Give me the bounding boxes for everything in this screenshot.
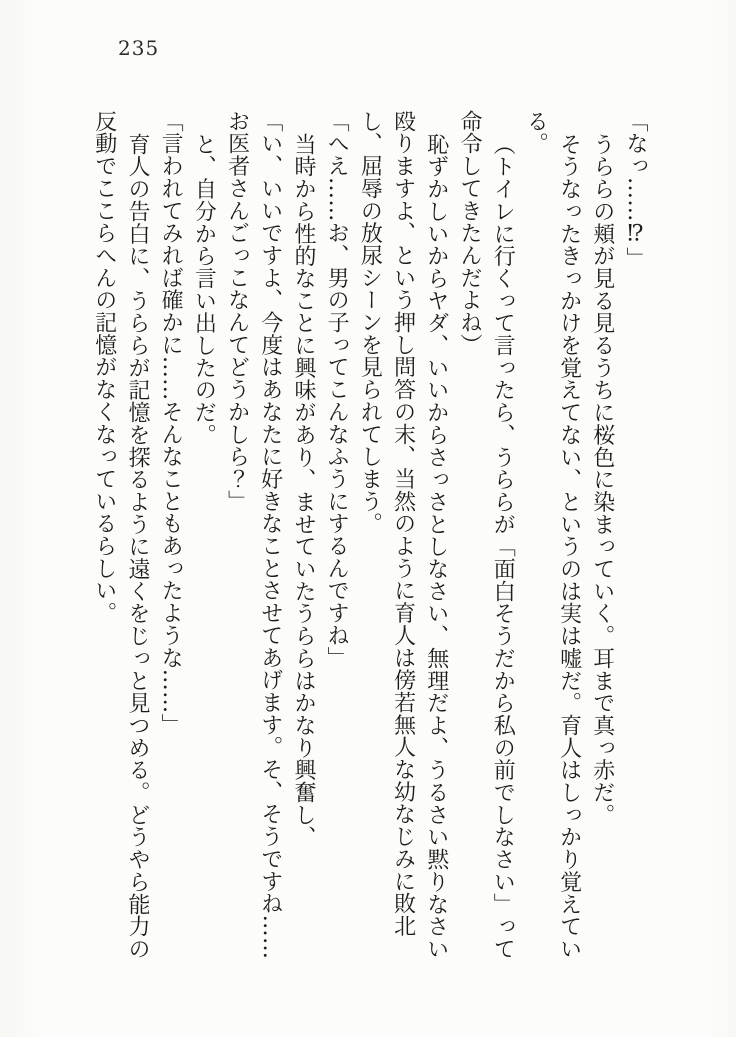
paragraph-dialogue: 「なっ……⁉」 <box>623 110 648 270</box>
paragraph-narrative: うららの頬が見る見るうちに桜色に染まっていく。耳まで真っ赤だ。 <box>589 132 615 826</box>
page-number: 235 <box>118 36 160 60</box>
paragraph-narrative: と、自分から言い出したのだ。 <box>191 132 217 446</box>
paragraph-narrative: 当時から性的なことに興味があり、ませていたうららはかなり興奮し、 <box>290 132 316 848</box>
body-text <box>86 110 652 962</box>
paragraph-narrative: 恥ずかしいからヤダ、いいからさっさとしなさい、無理だよ、うるさい黙りなさい殴りますよ、という押し問答の末、当然のように育人は傍若無人な幼なじみに敗北し、屈辱の放尿シーンを見られてしまう。 <box>357 110 449 960</box>
paragraph-dialogue: 「へえ……お、男の子ってこんなふうにするんですね」 <box>324 110 350 669</box>
paragraph-thought: （トイレに行くって言ったら、うららが「面白そうだから私の前でしなさい」って命令してきたんだよね） <box>456 110 516 960</box>
paragraph-dialogue: 「い、いいですよ、今度はあなたに好きなことさせてあげます。そ、そうですね……お医者さんごっこなんてどうかしら？」 <box>224 110 283 960</box>
paragraph-dialogue: 「言われてみれば確かに……そんなこともあったような……」 <box>158 110 184 736</box>
paragraph-narrative: 育人の告白に、うららが記憶を探るように遠くをじっと見つめる。どうやら能力の反動でここらへんの記憶がなくなっているらしい。 <box>91 110 150 960</box>
paragraph-narrative: そうなったきっかけを覚えてない、というのは実は嘘だ。育人はしっかり覚えている。 <box>523 110 582 960</box>
